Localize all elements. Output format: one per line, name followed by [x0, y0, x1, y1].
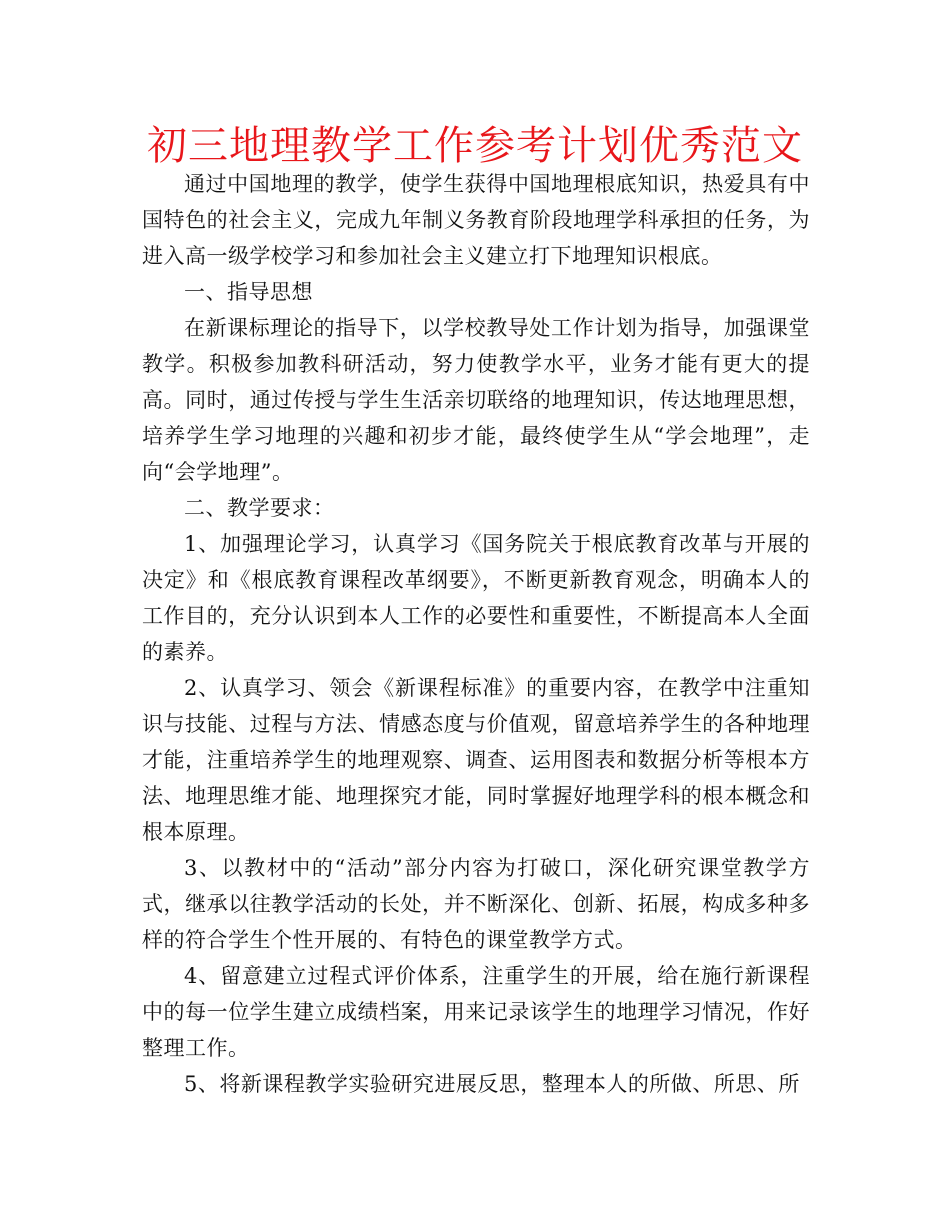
section-heading-teaching-requirements: 二、教学要求： [184, 496, 335, 520]
paragraph-requirement-1: 1、加强理论学习，认真学习《国务院关于根底教育改革与开展的决定》和《根底教育课程改革纲要》，不断更新教育观念，明确本人的工作目的，充分认识到本人工作的必要性和重要性，不断提高本人全面的素养。 [142, 532, 810, 664]
paragraph-requirement-2: 2、认真学习、领会《新课程标准》的重要内容，在教学中注重知识与技能、过程与方法、情感态度与价值观，留意培养学生的各种地理才能，注重培养学生的地理观察、调查、运用图表和数据分析等根本方法、地理思维才能、地理探究才能，同时掌握好地理学科的根本概念和根本原理。 [142, 676, 810, 844]
paragraph-intro: 通过中国地理的教学，使学生获得中国地理根底知识，热爱具有中国特色的社会主义，完成九年制义务教育阶段地理学科承担的任务，为进入高一级学校学习和参加社会主义建立打下地理知识根底。 [142, 172, 810, 268]
paragraph-requirement-3: 3、以教材中的“活动”部分内容为打破口，深化研究课堂教学方式，继承以往教学活动的长处，并不断深化、创新、拓展，构成多种多样的符合学生个性开展的、有特色的课堂教学方式。 [142, 856, 810, 952]
document-body [142, 166, 810, 1102]
paragraph-guiding-thought: 在新课标理论的指导下，以学校教导处工作计划为指导，加强课堂教学。积极参加教科研活动，努力使教学水平，业务才能有更大的提高。同时，通过传授与学生生活亲切联络的地理知识，传达地理思想，培养学生学习地理的兴趣和初步才能，最终使学生从“学会地理”，走向“会学地理”。 [142, 316, 810, 484]
paragraph-requirement-5: 5、将新课程教学实验研究进展反思，整理本人的所做、所思、所 [184, 1072, 800, 1096]
paragraph-requirement-4: 4、留意建立过程式评价体系，注重学生的开展，给在施行新课程中的每一位学生建立成绩档案，用来记录该学生的地理学习情况，作好整理工作。 [142, 964, 810, 1060]
document-title: 初三地理教学工作参考计划优秀范文 [147, 123, 803, 169]
section-heading-guiding-thought: 一、指导思想 [184, 280, 313, 304]
